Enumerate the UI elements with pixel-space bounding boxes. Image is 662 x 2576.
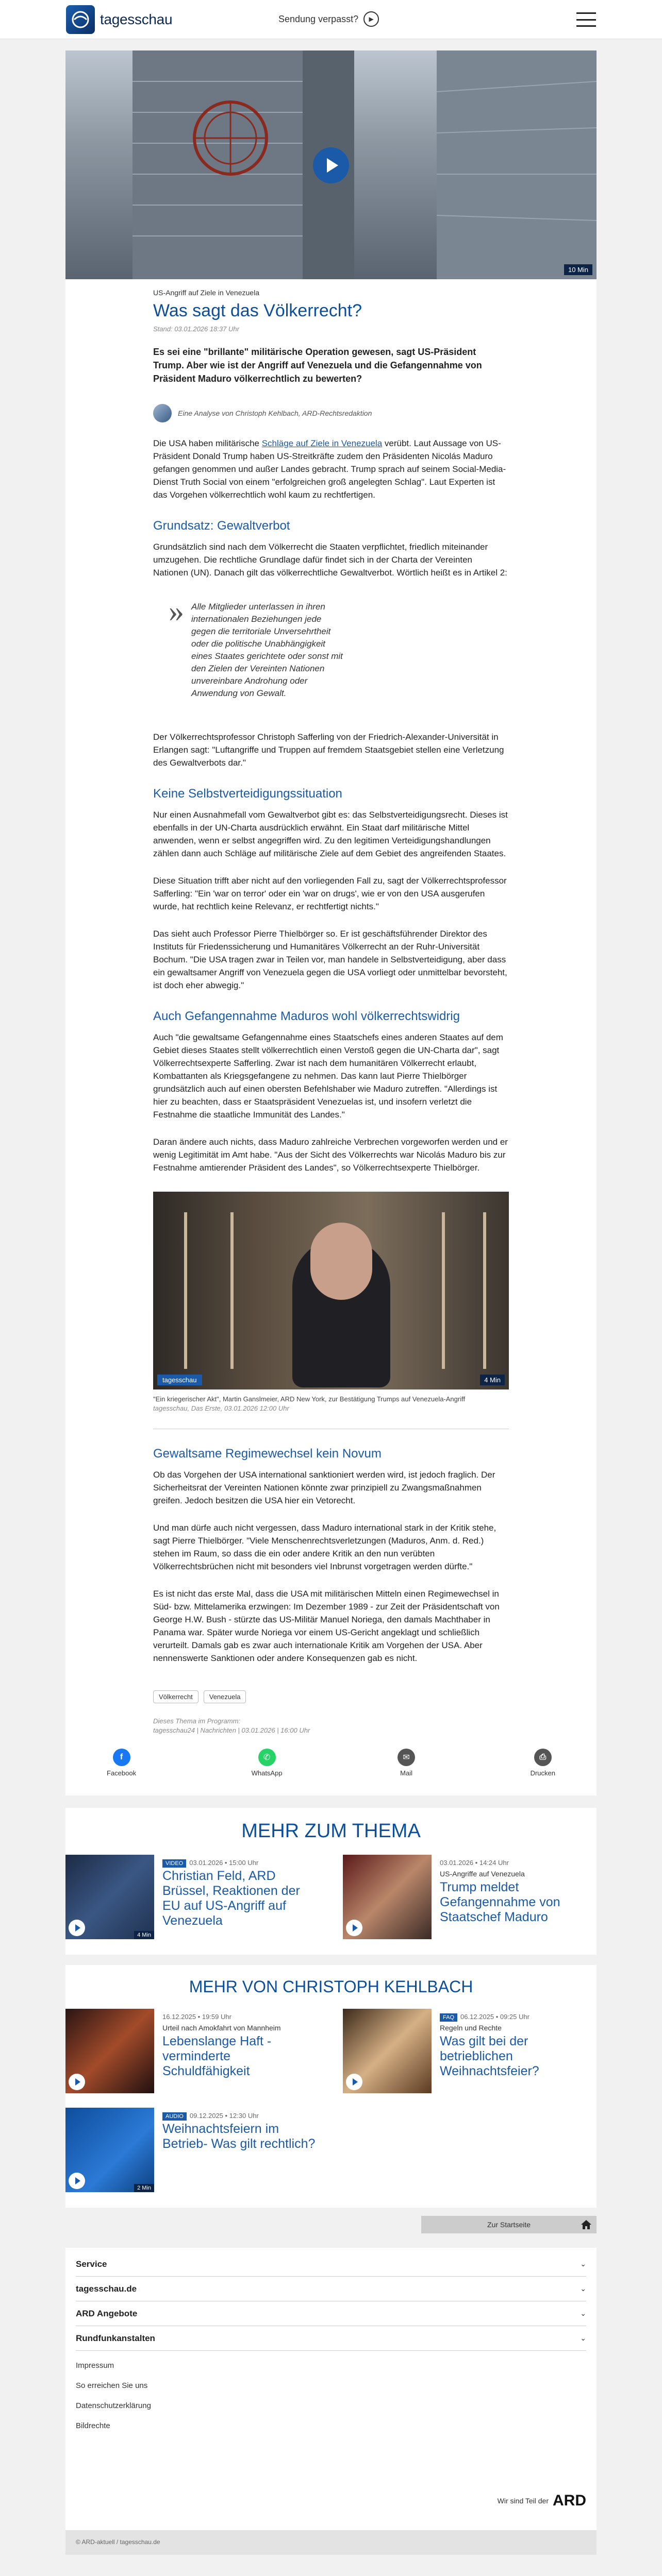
- teaser-topline: Regeln und Rechte: [440, 2024, 502, 2032]
- teaser-card[interactable]: [65, 2108, 319, 2192]
- paragraph: Daran ändere auch nichts, dass Maduro zahlreiche Verbrechen vorgeworfen werden und er wenig Legitimität im Amt habe. "Aus der Sicht des Völkerrechts war Nicolás Maduro bis zur Festnahme amtierender Präsident des Landes", so Völkerrechtsexperte Thielbörger.: [153, 1137, 508, 1173]
- play-icon: [69, 2173, 85, 2189]
- footer-link[interactable]: Datenschutzerklärung: [76, 2401, 151, 2410]
- tagesschau-logo-icon: [66, 5, 95, 34]
- video-source: tagesschau, Das Erste, 03.01.2026 12:00 Uhr: [153, 1404, 289, 1412]
- subheading: Keine Selbstverteidigungssituation: [153, 787, 342, 801]
- avatar: [153, 404, 172, 422]
- author-name: Eine Analyse von Christoph Kehlbach, ARD-Rechtsredaktion: [178, 409, 372, 417]
- subheading: Grundsatz: Gewaltverbot: [153, 519, 290, 533]
- teaser-date: 03.01.2026 • 15:00 Uhr: [189, 1859, 259, 1867]
- text-span: Die USA haben militärische: [153, 438, 262, 448]
- teaser-topline: US-Angriffe auf Venezuela: [440, 1870, 525, 1878]
- chevron-down-icon: ⌄: [580, 2309, 586, 2317]
- teaser-card[interactable]: [65, 1855, 319, 1939]
- teaser-meta: [162, 1859, 319, 1867]
- copyright: © ARD-aktuell / tagesschau.de: [65, 2530, 597, 2555]
- accordion-label: Service: [76, 2259, 107, 2269]
- share-mail-button[interactable]: [398, 1749, 415, 1777]
- teaser-title: Weihnachtsfeiern im Betrieb- Was gilt rechtlich?: [162, 2122, 316, 2151]
- accordion-label: tagesschau.de: [76, 2283, 137, 2294]
- tagesschau-logo[interactable]: [66, 5, 172, 34]
- share-label: Mail: [400, 1769, 412, 1777]
- share-whatsapp-button[interactable]: [252, 1749, 283, 1777]
- teaser-title: Was gilt bei der betrieblichen Weihnachtsfeier?: [440, 2034, 539, 2078]
- card-grid: [65, 1842, 597, 1939]
- quote-text: Alle Mitglieder unterlassen in ihren internationalen Beziehungen jede gegen die territoriale Unversehrtheit oder die politische Unabhängigkeit eines Staates gerichtete oder sonst mit den Zielen der Vereinten Nationen unvereinbare Androhung oder Anwendung von Gewalt.: [191, 602, 343, 698]
- bookshelf-decor: [230, 1212, 234, 1369]
- whatsapp-icon: ✆: [258, 1749, 276, 1766]
- hero-play-button[interactable]: [313, 147, 349, 183]
- bookshelf-decor: [442, 1212, 445, 1369]
- tag-link[interactable]: Völkerrecht: [153, 1690, 198, 1703]
- footer-accordion[interactable]: [76, 2326, 586, 2351]
- ard-logo: ARD: [553, 2492, 586, 2509]
- share-facebook-button[interactable]: [107, 1749, 136, 1777]
- ard-brand[interactable]: [76, 2492, 586, 2510]
- chevron-down-icon: ⌄: [580, 2284, 586, 2293]
- paragraph: Es ist nicht das erste Mal, dass die USA mit militärischen Mitteln einen Regimewechsel in Süd- bzw. Mittelamerika erzwingen: Im Dezember 1989 - zur Zeit der Präsidentschaft von George H.W. Bush - stürzte das US-Militär Manuel Noriega, den damals Machthaber in Panama war. Später wurde Noriega vor einem US-Gericht angeklagt und schließlich verurteilt. Damals gab es zwar auch internationale Kritik am Vorgehen der USA. Aber nennenswerte Sanktionen oder andere Konsequenzen gab es nicht.: [153, 1589, 500, 1663]
- inline-link[interactable]: Schläge auf Ziele in Venezuela: [261, 438, 383, 448]
- facebook-icon: f: [113, 1749, 130, 1766]
- chevron-down-icon: ⌄: [580, 2334, 586, 2342]
- teaser-card[interactable]: [343, 1855, 597, 1939]
- tag-link[interactable]: Venezuela: [204, 1690, 246, 1703]
- teaser-image: [343, 2009, 432, 2093]
- section-title: MEHR ZUM THEMA: [241, 1820, 421, 1842]
- paragraph: Ob das Vorgehen der USA international sanktioniert werden wird, ist jedoch fraglich. Der Sicherheitsrat der Vereinten Nationen könnte zwar prinzipiell zu Zwangsmaßnahmen greifen. Jedoch besitzen die USA hier ein Vetorecht.: [153, 1470, 495, 1505]
- author-line: [153, 404, 509, 422]
- site-header: [0, 0, 662, 39]
- back-bar: [65, 2216, 597, 2233]
- teaser-card[interactable]: [65, 2009, 319, 2093]
- missed-broadcast-link[interactable]: [278, 11, 379, 27]
- accordion-label: Rundfunkanstalten: [76, 2333, 155, 2343]
- share-label: Drucken: [530, 1769, 555, 1777]
- mail-icon: ✉: [398, 1749, 415, 1766]
- footer-accordion[interactable]: [76, 2301, 586, 2326]
- back-to-home-button[interactable]: [421, 2216, 597, 2233]
- quote-icon: »: [169, 594, 184, 628]
- text-span: verübt. Laut Aussage von US-Präsident Donald Trump haben US-Streitkräfte zudem den Präsidenten Nicolás Maduro gefangen genommen und außer Landes gebracht. Trump sprach auf seinem Social-Media-Dienst Truth Social von einem "erfolgreichen groß angelegten Schlag". Laut Experten ist das Vorgehen völkerrechtlich wohl kaum zu rechtfertigen.: [153, 438, 506, 500]
- teaser-image: [343, 1855, 432, 1939]
- video-duration: 4 Min: [480, 1375, 505, 1385]
- channel-badge: tagesschau: [157, 1375, 202, 1385]
- more-author-section: [65, 1965, 597, 2208]
- accordion-label: ARD Angebote: [76, 2308, 138, 2318]
- share-label: Facebook: [107, 1769, 137, 1777]
- play-icon: [69, 2074, 85, 2090]
- ard-text: Wir sind Teil der: [497, 2497, 549, 2505]
- tag-list: [153, 1690, 509, 1703]
- program-value: tagesschau24 | Nachrichten | 03.01.2026 | 16:00 Uhr: [153, 1726, 310, 1734]
- footer-links: [76, 2361, 586, 2430]
- back-label: Zur Startseite: [487, 2221, 531, 2229]
- article-page: [65, 50, 597, 1795]
- share-bar: [65, 1749, 597, 1795]
- speaker-face: [310, 1223, 372, 1300]
- teaser-meta: [440, 2013, 597, 2021]
- teaser-meta: [440, 1859, 597, 1867]
- hero-video[interactable]: [65, 50, 597, 279]
- footer-link[interactable]: Impressum: [76, 2361, 114, 2370]
- play-icon: ▶: [363, 11, 379, 27]
- article-body: [65, 289, 597, 1735]
- hamburger-menu-icon[interactable]: [576, 12, 596, 27]
- lead-paragraph: Es sei eine "brillante" militärische Operation gewesen, sagt US-Präsident Trump. Aber wie ist der Angriff auf Venezuela und die Gefangennahme von Präsident Maduro völkerrechtlich zu bewerten?: [153, 347, 482, 384]
- footer-link[interactable]: Bildrechte: [76, 2421, 110, 2430]
- teaser-image: [65, 1855, 154, 1939]
- subheading: Gewaltsame Regimewechsel kein Novum: [153, 1447, 382, 1461]
- share-drucken-button[interactable]: [531, 1749, 555, 1777]
- embedded-video[interactable]: [153, 1192, 509, 1389]
- hero-duration: 10 Min: [564, 264, 592, 275]
- chevron-down-icon: ⌄: [580, 2260, 586, 2268]
- teaser-meta: [162, 2013, 319, 2021]
- paragraph: Nur einen Ausnahmefall vom Gewaltverbot gibt es: das Selbstverteidigungsrecht. Dieses ist ebenfalls in der UN-Charta ausdrücklich erwähnt. Ein Staat darf militärische Mittel anwenden, wenn er selbst angegriffen wird. Zu den legitimen Verteidigungshandlungen zählen dann auch Schläge auf militärische Ziele auf dem Gebiet des angreifenden Staates.: [153, 810, 508, 858]
- paragraph: [153, 437, 509, 501]
- video-caption: "Ein kriegerischer Akt", Martin Ganslmeier, ARD New York, zur Bestätigung Trumps auf Venezuela-Angriff: [153, 1395, 466, 1403]
- topline: US-Angriff auf Ziele in Venezuela: [153, 289, 259, 297]
- more-topic-section: [65, 1808, 597, 1955]
- play-icon: [69, 1920, 85, 1936]
- site-footer: [65, 2248, 597, 2530]
- share-label: WhatsApp: [251, 1769, 283, 1777]
- footer-accordion[interactable]: [76, 2252, 586, 2277]
- blockquote: [169, 594, 493, 700]
- section-title: MEHR VON CHRISTOPH KEHLBACH: [189, 1977, 473, 1996]
- teaser-duration: 2 Min: [134, 2184, 154, 2192]
- play-icon: [346, 1920, 362, 1936]
- teaser-date: 06.12.2025 • 09:25 Uhr: [460, 2013, 529, 2021]
- teaser-kind-badge: AUDIO: [162, 2112, 187, 2121]
- headline: Was sagt das Völkerrecht?: [153, 301, 362, 320]
- program-label: Dieses Thema im Programm:: [153, 1717, 241, 1725]
- play-icon: [346, 2074, 362, 2090]
- home-icon: [581, 2220, 591, 2229]
- paragraph: Diese Situation trifft aber nicht auf den vorliegenden Fall zu, sagt der Völkerrechtsprofessor Safferling: "Ein 'war on terror' oder ein 'war on drugs', wie er von den USA ausgerufen wurde, hat rechtlich keine Relevanz, er rechtfertigt nichts.": [153, 876, 507, 911]
- footer-link[interactable]: So erreichen Sie uns: [76, 2381, 148, 2390]
- card-grid: [65, 1996, 597, 2192]
- teaser-card[interactable]: [343, 2009, 597, 2093]
- missed-label: Sendung verpasst?: [278, 13, 359, 24]
- teaser-kind-badge: VIDEO: [162, 1859, 186, 1868]
- teaser-title: Lebenslange Haft - verminderte Schuldfähigkeit: [162, 2034, 272, 2078]
- program-info: [153, 1717, 509, 1735]
- teaser-duration: 4 Min: [134, 1931, 154, 1939]
- timestamp: Stand: 03.01.2026 18:37 Uhr: [153, 325, 239, 333]
- teaser-image: [65, 2108, 154, 2192]
- logo-text: tagesschau: [100, 11, 173, 27]
- teaser-date: 16.12.2025 • 19:59 Uhr: [162, 2013, 231, 2021]
- teaser-kind-badge: FAQ: [440, 2013, 457, 2022]
- paragraph: Das sieht auch Professor Pierre Thielbörger so. Er ist geschäftsführender Direktor des Instituts für Friedenssicherung und Humanitäres Völkerrecht an der Ruhr-Universität Bochum. "Die USA tragen zwar in Teilen vor, man handele in Selbstverteidigung, aber dass ein gewaltsamer Angriff von Venezuela gegen die USA vorliegt oder unmittelbar bevorsteht, ist doch eher abwegig.": [153, 929, 507, 990]
- print-icon: ⎙: [534, 1749, 552, 1766]
- paragraph: Und man dürfe auch nicht vergessen, dass Maduro international stark in der Kritik stehe, sagt Pierre Thielbörger. "Viele Menschenrechtsverletzungen (Maduros, Anm. d. Red.) stehen im Raum, so dass die ein oder andere Kritik an den nun verübten Völkerrechtsbrüchen nicht mit besonders viel Inbrunst vorgetragen werden dürfte.": [153, 1523, 496, 1571]
- paragraph: Der Völkerrechtsprofessor Christoph Safferling von der Friedrich-Alexander-Universität in Erlangen sagt: "Luftangriffe und Truppen auf fremdem Staatsgebiet stellen eine Verletzung des Gewaltverbots dar.": [153, 732, 504, 768]
- teaser-title: Trump meldet Gefangennahme von Staatschef Maduro: [440, 1880, 560, 1924]
- teaser-topline: Urteil nach Amokfahrt von Mannheim: [162, 2024, 281, 2032]
- bookshelf-decor: [483, 1212, 486, 1369]
- teaser-meta: [162, 2112, 319, 2120]
- paragraph: Grundsätzlich sind nach dem Völkerrecht die Staaten verpflichtet, friedlich miteinander umzugehen. Die rechtliche Grundlage dafür findet sich in der Charta der Vereinten Nationen (UN). Danach gilt das völkerrechtliche Gewaltverbot. Wörtlich heißt es in Artikel 2:: [153, 542, 507, 578]
- teaser-date: 03.01.2026 • 14:24 Uhr: [440, 1859, 509, 1867]
- paragraph: Auch "die gewaltsame Gefangennahme eines Staatschefs eines anderen Staates auf dem Gebiet dieses Staates stellt völkerrechtlich einen Verstoß gegen die UN-Charta dar", sagt Völkerrechtsexperte Safferling. Zwar ist nach dem humanitären Völkerrecht erlaubt, Kombattanten als Kriegsgefangene zu nehmen. Das kann laut Pierre Thielbörger grundsätzlich auch auf einen obersten Befehlshaber wie Maduro zutreffen. "Allerdings ist hier zu beachten, dass er Staatspräsident Venezuelas ist, und insofern verletzt die Festnahme die staatliche Immunität des Landes.": [153, 1032, 503, 1120]
- teaser-date: 09.12.2025 • 12:30 Uhr: [189, 2112, 259, 2120]
- teaser-image: [65, 2009, 154, 2093]
- bookshelf-decor: [184, 1212, 187, 1369]
- teaser-title: Christian Feld, ARD Brüssel, Reaktionen der EU auf US-Angriff auf Venezuela: [162, 1869, 300, 1928]
- footer-accordion[interactable]: [76, 2277, 586, 2301]
- subheading: Auch Gefangennahme Maduros wohl völkerrechtswidrig: [153, 1009, 460, 1023]
